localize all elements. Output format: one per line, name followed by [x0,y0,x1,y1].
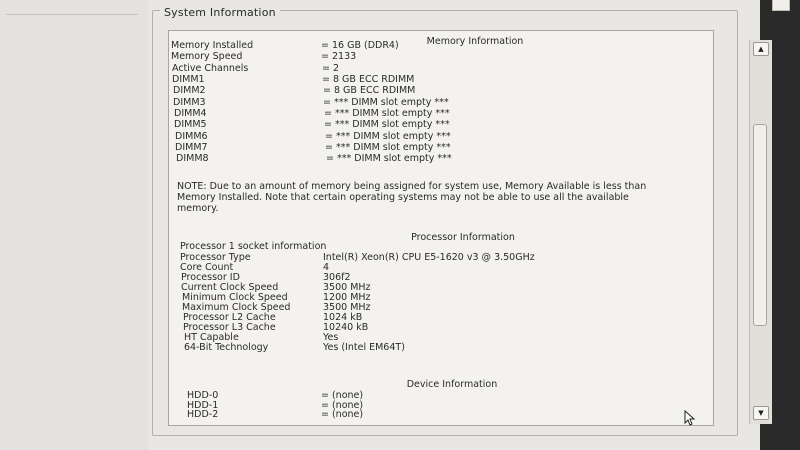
row-value: Yes (Intel EM64T) [323,342,405,353]
memory-note: NOTE: Due to an amount of memory being assigned for system use, Memory Available is less than Memory Installed. Note that certain operating systems may not be able to use all the available memory. [177,181,647,214]
row-value: = *** DIMM slot empty *** [324,108,450,119]
row-label: HDD-1 [187,400,219,411]
row-value: = 16 GB (DDR4) [321,40,399,51]
row-value: = *** DIMM slot empty *** [324,119,450,130]
row-value: 1200 MHz [323,292,371,303]
row-label: DIMM3 [173,97,206,108]
row-value: 1024 kB [323,312,363,323]
row-label: HDD-0 [187,390,219,401]
left-navigation-panel [0,0,149,450]
row-label: DIMM1 [172,74,205,85]
row-value: 3500 MHz [323,302,371,313]
scroll-down-button[interactable] [753,406,769,420]
row-label: DIMM5 [174,119,207,130]
mouse-pointer-icon [684,410,696,426]
row-label: DIMM2 [173,85,206,96]
system-information-content [168,30,714,426]
corner-button[interactable] [772,0,790,11]
row-label: HDD-2 [187,409,219,420]
scroll-thumb[interactable] [753,124,767,326]
vertical-scrollbar[interactable] [749,40,772,424]
row-label: Memory Speed [171,51,243,62]
group-title: System Information [160,6,280,19]
processor-heading: Processor Information [411,232,515,243]
memory-heading: Memory Information [426,36,524,47]
row-label: Active Channels [172,63,249,74]
row-label: Core Count [180,262,234,273]
row-value: = (none) [321,400,364,411]
row-label: Memory Installed [171,40,254,51]
triangle-down-icon: ▼ [758,409,764,417]
row-value: 10240 kB [323,322,369,333]
row-value: = *** DIMM slot empty *** [326,153,452,164]
row-label: Current Clock Speed [181,282,279,293]
row-label: DIMM6 [175,131,208,142]
row-value: = *** DIMM slot empty *** [325,142,451,153]
row-value: 3500 MHz [323,282,371,293]
row-value: = 2 [322,63,340,74]
scroll-up-button[interactable] [753,42,769,56]
row-label: Processor Type [180,252,251,263]
row-value: = (none) [321,409,364,420]
row-label: Minimum Clock Speed [182,292,288,303]
row-label: DIMM8 [176,153,209,164]
row-value: 4 [323,262,330,273]
row-label: DIMM7 [175,142,208,153]
row-value: Intel(R) Xeon(R) CPU E5-1620 v3 @ 3.50GHz [323,252,535,263]
row-value: 306f2 [323,272,351,283]
row-label: HT Capable [184,332,239,343]
row-value: = *** DIMM slot empty *** [323,97,449,108]
row-label: Maximum Clock Speed [182,302,291,313]
row-value: = (none) [321,390,364,401]
device-heading: Device Information [406,379,498,390]
triangle-up-icon: ▲ [758,45,764,53]
row-value: = 8 GB ECC RDIMM [323,85,416,96]
row-value: = *** DIMM slot empty *** [325,131,451,142]
row-label: 64-Bit Technology [184,342,269,353]
processor-subheading: Processor 1 socket information [180,241,327,252]
row-value: = 8 GB ECC RDIMM [322,74,415,85]
row-value: Yes [323,332,339,343]
row-label: Processor ID [181,272,240,283]
row-label: Processor L2 Cache [183,312,276,323]
row-label: Processor L3 Cache [183,322,276,333]
row-label: DIMM4 [174,108,207,119]
row-value: = 2133 [321,51,357,62]
left-panel-divider [6,0,138,15]
